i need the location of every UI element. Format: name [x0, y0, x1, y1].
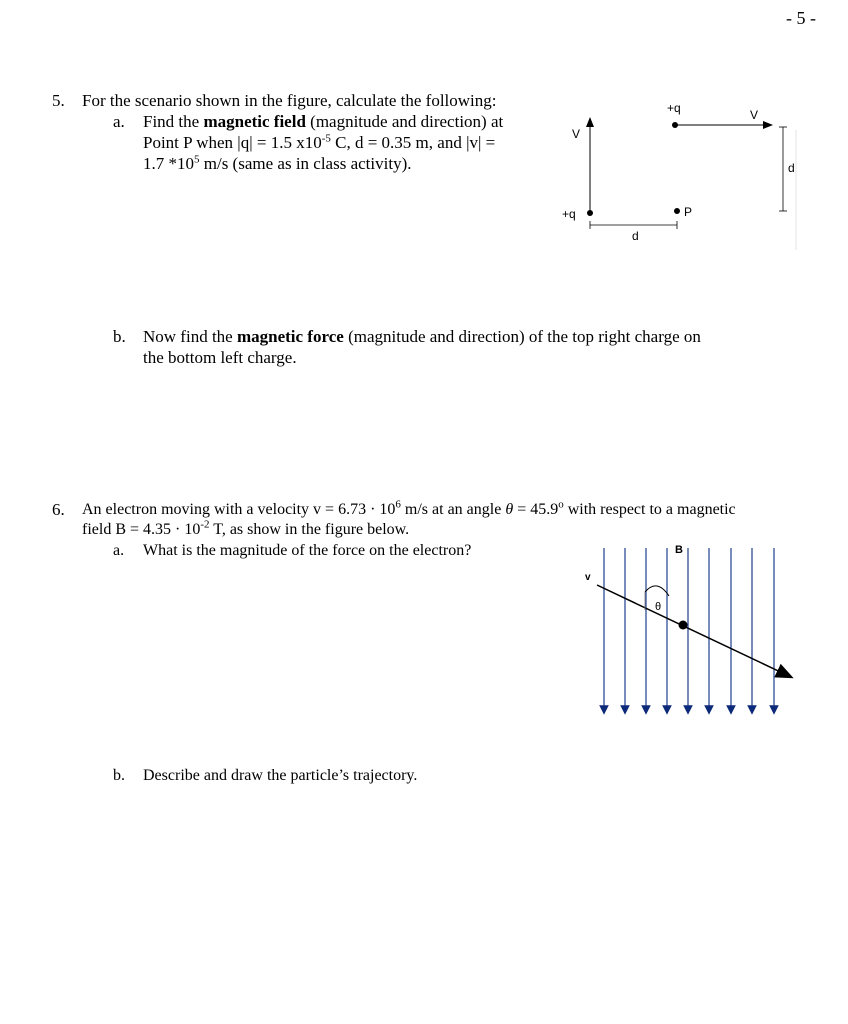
q6-line1-b: m/s at an angle [400, 501, 506, 518]
q6a-label: a. [113, 542, 125, 559]
q6-fig-label-b: B [675, 544, 683, 556]
q6-fig-label-v: v [585, 572, 591, 583]
q6-number: 6. [52, 500, 65, 519]
q6-line1-a: An electron moving with a velocity v = 6.73 · 10 [82, 501, 396, 518]
q6-line1-d: with respect to a magnetic [563, 501, 736, 518]
q5a-line2-exp: -5 [321, 132, 331, 145]
q5a-post: (magnitude and direction) at [310, 112, 504, 131]
q6-figure [585, 538, 805, 723]
q5a-line2-post: C, d = 0.35 m, and |v| = [330, 133, 496, 152]
q6-line1-exp1: 6 [395, 498, 401, 511]
q5-number: 5. [52, 91, 65, 110]
q5-intro: For the scenario shown in the figure, calculate the following: [82, 91, 497, 110]
q5a-line2-pre: Point P when |q| = 1.5 x10 [143, 133, 322, 152]
q5-figure [550, 90, 810, 250]
q5-fig-charge-left [587, 210, 593, 216]
q6-velocity-line [597, 585, 791, 677]
q5a-bold: magnetic field [203, 112, 306, 131]
q5a-line3-post: m/s (same as in class activity). [199, 154, 412, 173]
q5-fig-label-v-left: V [572, 127, 581, 141]
q5b-label: b. [113, 327, 126, 346]
q5-fig-label-d-right: d [788, 161, 795, 175]
q5-fig-label-q-left: +q [562, 207, 576, 221]
q5a-label: a. [113, 112, 125, 131]
q6-angle-arc [645, 586, 669, 596]
q5b-pre: Now find the [143, 327, 233, 346]
q5-fig-label-v-top: V [750, 108, 759, 122]
q6-electron [679, 621, 688, 630]
q5a-line1 [143, 111, 503, 132]
page-number: - 5 - [786, 8, 816, 28]
q6a-text: What is the magnitude of the force on the electron? [143, 542, 472, 559]
q5a-line2 [143, 132, 495, 153]
q5-fig-label-q-top: +q [667, 101, 681, 115]
q5a-pre: Find the [143, 112, 200, 131]
q5b-post: (magnitude and direction) of the top right charge on [348, 327, 701, 346]
q6-line2-a: field B = 4.35 · 10 [82, 521, 201, 538]
q6-line2-exp: -2 [200, 518, 210, 531]
q5b-line1 [143, 326, 701, 347]
q5b-line2: the bottom left charge. [143, 348, 297, 367]
q6-line2-b: T, as show in the figure below. [209, 521, 410, 538]
q5b-bold: magnetic force [236, 327, 344, 346]
q6-line1-theta: θ [505, 501, 514, 518]
q5a-line3 [143, 153, 411, 174]
q6-line1-exp2: o [558, 498, 564, 511]
q5-fig-label-p: P [684, 205, 693, 219]
q6b-text: Describe and draw the particle’s trajectory. [143, 767, 418, 784]
q6b-label: b. [113, 767, 125, 784]
q5-fig-label-d-bottom: d [632, 229, 639, 243]
q6-fig-label-theta: θ [655, 601, 662, 613]
q5-fig-point-p [674, 208, 680, 214]
q6-line2 [82, 519, 409, 540]
q6-line1 [82, 499, 736, 520]
q5a-line3-pre: 1.7 *10 [143, 154, 194, 173]
q6-line1-c: = 45.9 [513, 501, 559, 518]
q5a-line3-exp: 5 [194, 153, 200, 166]
